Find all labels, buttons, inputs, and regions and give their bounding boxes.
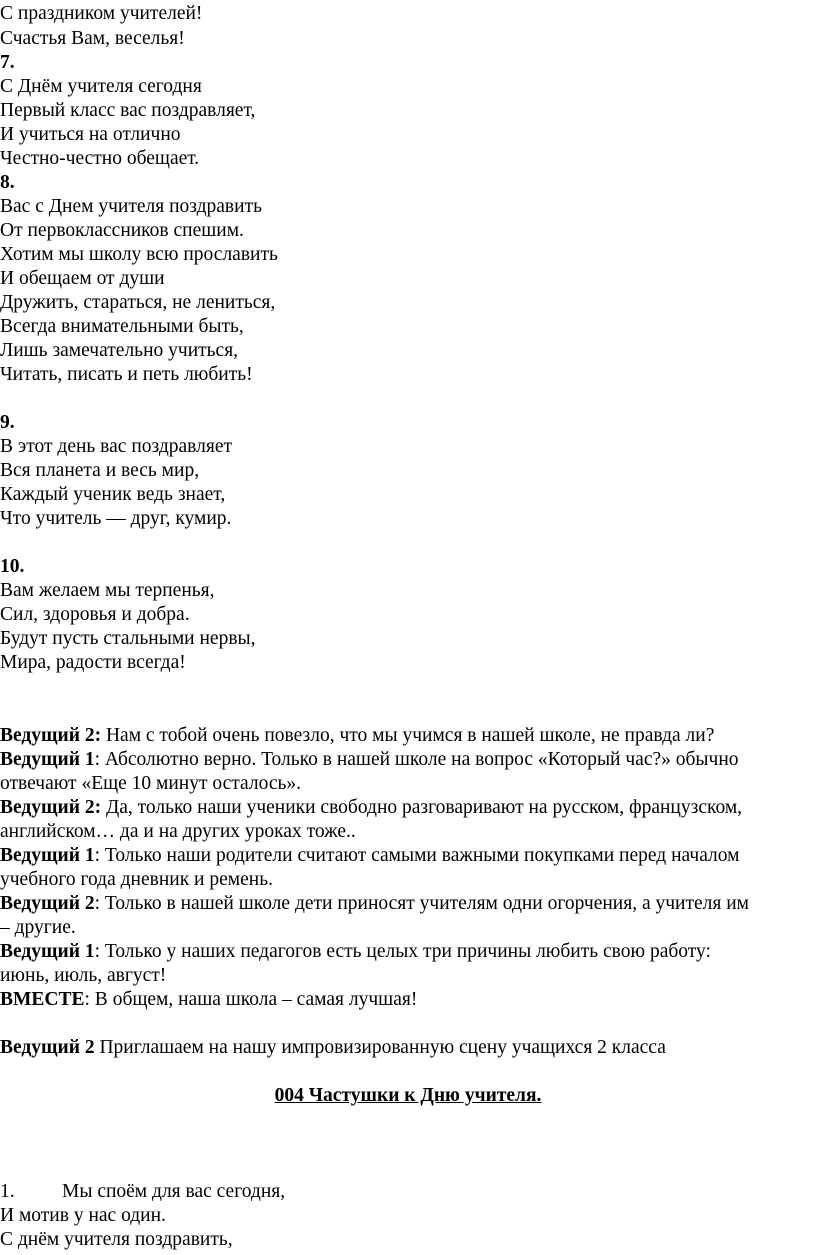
poem-line: И обещаем от души — [0, 268, 165, 289]
dialogue-text: отвечают «Еще 10 минут осталось». — [0, 773, 302, 794]
dialogue-line — [0, 724, 714, 748]
speaker-label: Ведущий 1 — [0, 845, 95, 866]
dialogue-text: : В общем, наша школа – самая лучшая! — [84, 989, 418, 1010]
speaker-label: Ведущий 2 — [0, 1037, 95, 1058]
poem-line: Сил, здоровья и добра. — [0, 604, 190, 625]
dialogue-text: учебного года дневник и ремень. — [0, 869, 273, 890]
invitation-text: Приглашаем на нашу импровизированную сцену учащихся 2 класса — [94, 1037, 666, 1058]
dialogue-text: : Абсолютно верно. Только в нашей школе на вопрос «Который час?» обычно — [94, 749, 739, 770]
section-heading: 004 Частушки к Дню учителя. — [274, 1085, 542, 1106]
dialogue-text: – другие. — [0, 917, 76, 938]
speaker-label: ВМЕСТЕ — [0, 989, 85, 1010]
poem-line: В этот день вас поздравляет — [0, 436, 233, 457]
text-line: С праздником учителей! — [0, 3, 203, 24]
poem-line: Хотим мы школу всю прославить — [0, 244, 278, 265]
poem-line: Честно-честно обещает. — [0, 148, 200, 169]
song-line: И мотив у нас один. — [0, 1205, 166, 1226]
dialogue-text: английском… да и на других уроках тоже.. — [0, 821, 356, 842]
speaker-label: Ведущий 2: — [0, 797, 102, 818]
poem-line: Вся планета и весь мир, — [0, 460, 200, 481]
poem-number: 9. — [0, 412, 15, 433]
song-line: С днём учителя поздравить, — [0, 1229, 233, 1250]
speaker-label: Ведущий 1 — [0, 941, 95, 962]
dialogue-text: Да, только наши ученики свободно разговаривают на русском, французском, — [101, 797, 743, 818]
poem-number: 10. — [0, 556, 25, 577]
dialogue-line — [0, 796, 742, 820]
dialogue-line — [0, 748, 739, 772]
dialogue-text: июнь, июль, август! — [0, 965, 167, 986]
text-line: Счастья Вам, веселья! — [0, 28, 185, 49]
poem-line: От первоклассников спешим. — [0, 220, 244, 241]
poem-line: Что учитель — друг, кумир. — [0, 508, 232, 529]
poem-line: Всегда внимательными быть, — [0, 316, 244, 337]
song-text: Мы споём для вас сегодня, — [62, 1181, 286, 1202]
poem-line: Лишь замечательно учиться, — [0, 340, 239, 361]
list-number: 1. — [0, 1181, 15, 1202]
poem-line: Первый класс вас поздравляет, — [0, 100, 256, 121]
dialogue-line — [0, 940, 711, 964]
poem-line: Вас с Днем учителя поздравить — [0, 196, 262, 217]
poem-line: Читать, писать и петь любить! — [0, 364, 253, 385]
dialogue-line — [0, 892, 749, 916]
dialogue-text: : Только у наших педагогов есть целых три причины любить свою работу: — [94, 941, 711, 962]
poem-line: Каждый ученик ведь знает, — [0, 484, 226, 505]
dialogue-text: : Только в нашей школе дети приносят учителям одни огорчения, а учителя им — [94, 893, 749, 914]
poem-line: Мира, радости всегда! — [0, 652, 186, 673]
dialogue-line — [0, 988, 417, 1012]
poem-line: И учиться на отлично — [0, 124, 181, 145]
song-line — [0, 1180, 285, 1204]
poem-number: 8. — [0, 172, 15, 193]
speaker-label: Ведущий 1 — [0, 749, 95, 770]
poem-line: Дружить, стараться, не лениться, — [0, 292, 276, 313]
poem-line: С Днём учителя сегодня — [0, 76, 202, 97]
dialogue-text: Нам с тобой очень повезло, что мы учимся в нашей школе, не правда ли? — [101, 725, 715, 746]
poem-line: Будут пусть стальными нервы, — [0, 628, 256, 649]
dialogue-line — [0, 844, 740, 868]
dialogue-text: : Только наши родители считают самыми важными покупками перед началом — [94, 845, 740, 866]
poem-line: Вам желаем мы терпенья, — [0, 580, 215, 601]
invitation-line — [0, 1036, 666, 1060]
speaker-label: Ведущий 2: — [0, 725, 102, 746]
speaker-label: Ведущий 2 — [0, 893, 95, 914]
poem-number: 7. — [0, 52, 15, 73]
